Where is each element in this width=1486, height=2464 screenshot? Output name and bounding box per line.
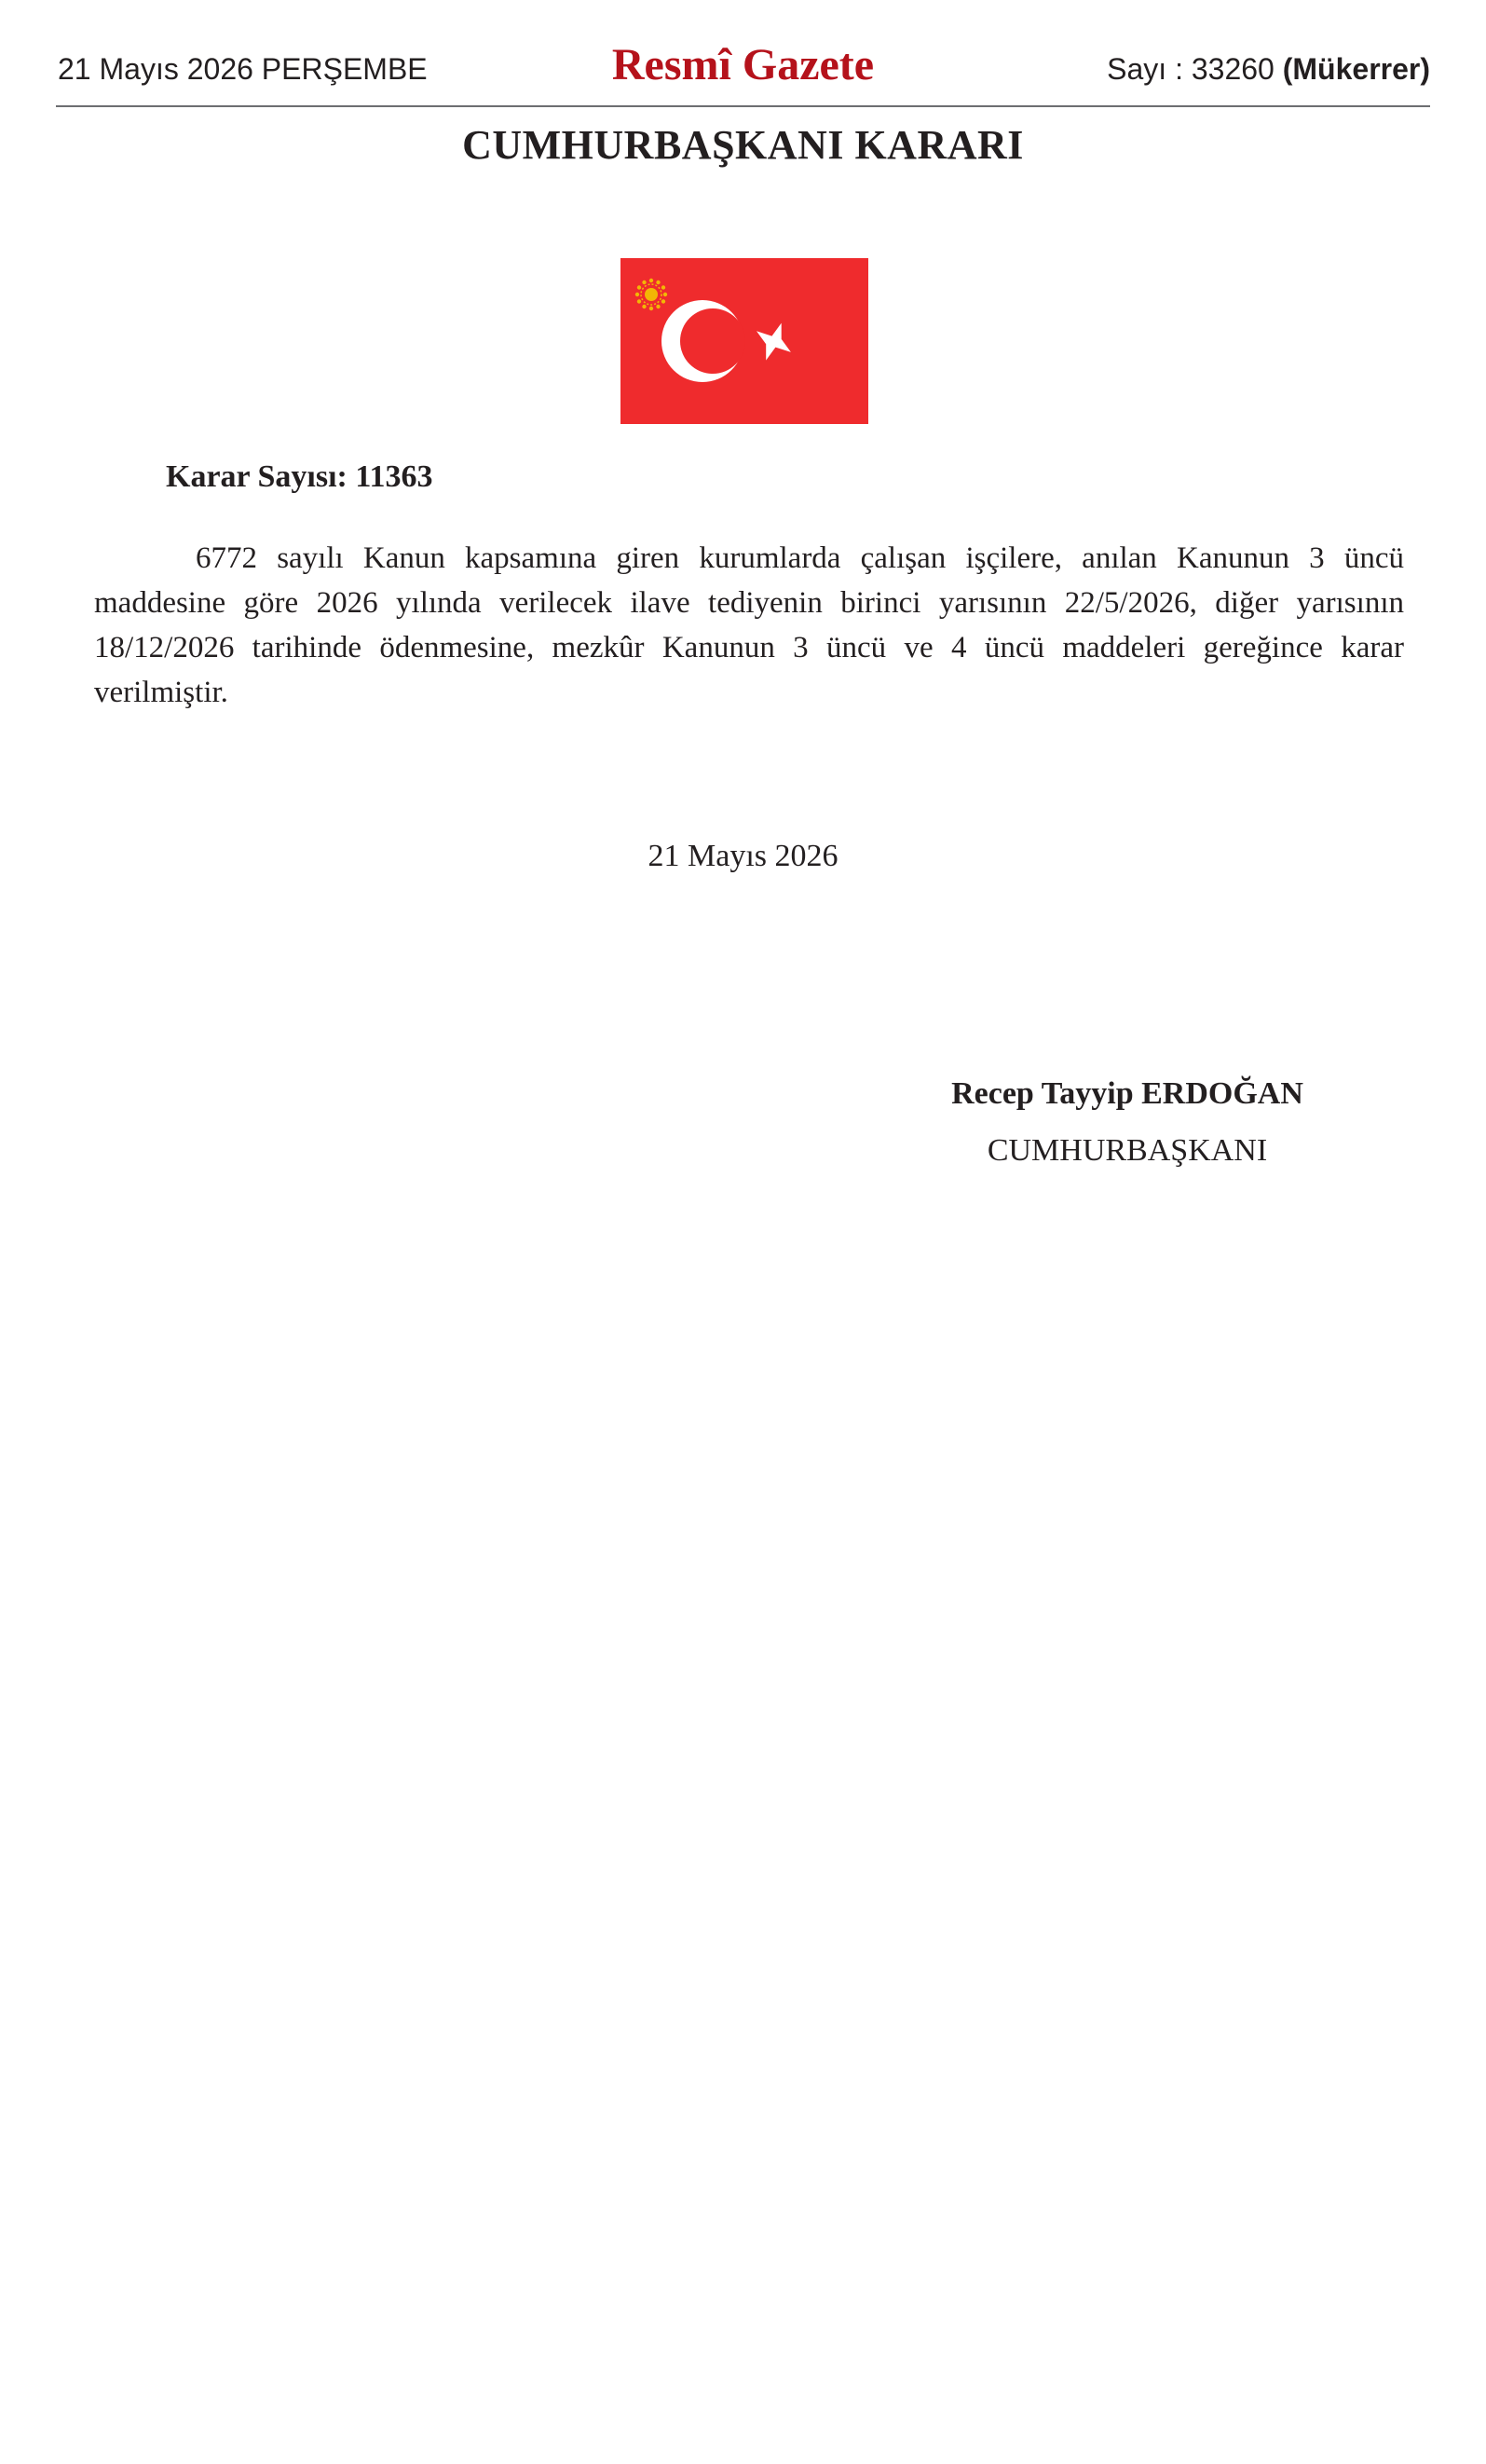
signatory-name — [932, 1076, 1323, 1112]
decision-body-text: 6772 sayılı Kanun kapsamına giren kurumlarda çalışan işçilere, anılan Kanunun 3 üncü maddesine göre 2026 yılında verilecek ilave tediyenin birinci yarısının 22/5/2026, diğer yarısının 18/12/2026 tarihinde ödenmesine, mezkûr Kanunun 3 üncü ve 4 üncü maddeleri gereğince karar verilmiştir. — [94, 541, 1404, 709]
document-title: CUMHURBAŞKANI KARARI — [462, 122, 1024, 168]
header-date: 21 Mayıs 2026 PERŞEMBE — [58, 52, 428, 86]
signatory-surname: ERDOĞAN — [1141, 1076, 1303, 1111]
crescent-inner — [680, 308, 745, 374]
signatory-title: CUMHURBAŞKANI — [987, 1133, 1268, 1168]
gazette-masthead: Resmî Gazete — [611, 40, 875, 89]
header-divider — [56, 105, 1430, 107]
issue-number-text: Sayı : 33260 — [1107, 52, 1275, 86]
issue-supplement-label: (Mükerrer) — [1282, 52, 1430, 86]
decision-number: Karar Sayısı: 11363 — [166, 459, 433, 494]
turkish-flag-icon — [620, 258, 868, 424]
gazette-header — [56, 40, 1430, 101]
signature-date: 21 Mayıs 2026 — [648, 839, 838, 873]
issue-number — [1107, 52, 1430, 87]
signatory-first-names: Recep Tayyip — [951, 1076, 1134, 1111]
